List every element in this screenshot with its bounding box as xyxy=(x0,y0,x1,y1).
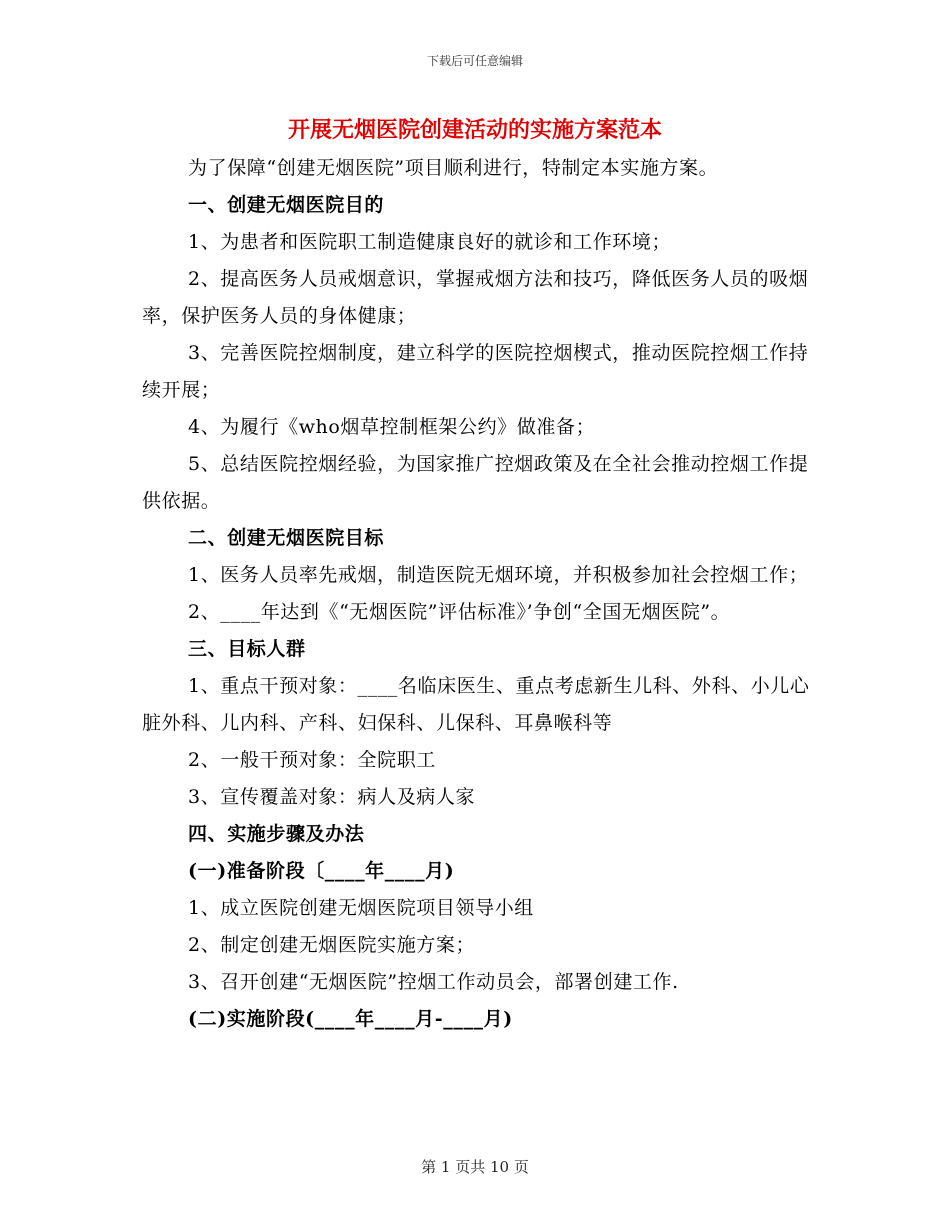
page-footer: 第 1 页共 10 页 xyxy=(421,1158,529,1176)
section-heading-2: 二、创建无烟医院目标 xyxy=(188,527,385,549)
list-item: 4、为履行《who烟草控制框架公约》做准备； xyxy=(188,416,596,438)
list-item: 1、重点干预对象：____名临床医生、重点考虑新生儿科、外科、小儿心脏外科、儿内科、产科、妇保科、儿保科、耳鼻喉科等 xyxy=(142,675,810,734)
section-heading-1: 一、创建无烟医院目的 xyxy=(188,194,385,216)
section-heading-3: 三、目标人群 xyxy=(188,638,306,660)
intro-paragraph: 为了保障“创建无烟医院”项目顺利进行，特制定本实施方案。 xyxy=(188,157,719,179)
subsection-heading-prep: (一)准备阶段〔____年____月) xyxy=(188,860,455,882)
section-heading-4: 四、实施步骤及办法 xyxy=(188,823,365,845)
list-item: 3、召开创建“无烟医院”控烟工作动员会，部署创建工作. xyxy=(188,971,679,993)
document-body xyxy=(142,150,812,1038)
list-item: 3、宣传覆盖对象：病人及病人家 xyxy=(188,786,476,808)
list-item: 2、制定创建无烟医院实施方案； xyxy=(188,934,476,956)
list-item: 5、总结医院控烟经验，为国家推广控烟政策及在全社会推动控烟工作提供依据。 xyxy=(142,453,809,512)
list-item: 1、为患者和医院职工制造健康良好的就诊和工作环境； xyxy=(188,231,672,253)
subsection-heading-impl: (二)实施阶段(____年____月-____月) xyxy=(188,1008,513,1030)
page-header: 下载后可任意编辑 xyxy=(426,54,523,68)
list-item: 3、完善医院控烟制度，建立科学的医院控烟楔式，推动医院控烟工作持续开展； xyxy=(142,342,809,401)
list-item: 1、医务人员率先戒烟，制造医院无烟环境，并积极参加社会控烟工作； xyxy=(188,564,809,586)
list-item: 2、____年达到《“无烟医院”评估标准》’争创“全国无烟医院”。 xyxy=(188,601,731,623)
document-title: 开展无烟医院创建活动的实施方案范本 xyxy=(287,117,662,143)
list-item: 2、提高医务人员戒烟意识，掌握戒烟方法和技巧，降低医务人员的吸烟率，保护医务人员的身体健康； xyxy=(142,268,809,327)
list-item: 2、一般干预对象：全院职工 xyxy=(188,749,436,771)
list-item: 1、成立医院创建无烟医院项目领导小组 xyxy=(188,897,534,919)
